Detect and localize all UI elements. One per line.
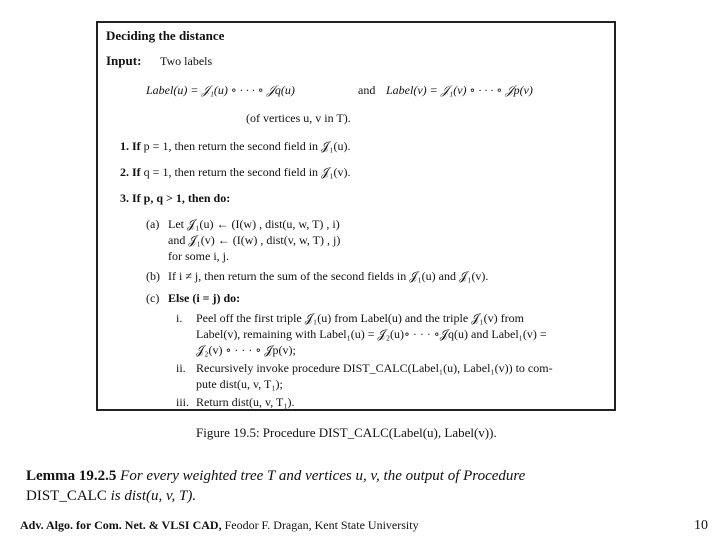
lemma bbox=[26, 466, 676, 506]
algorithm-box bbox=[96, 21, 616, 411]
lemma-procedure: DIST_CALC bbox=[26, 488, 107, 504]
step-3: 3. If p, q > 1, then do: bbox=[120, 191, 231, 205]
formula-and: and bbox=[358, 83, 376, 97]
footer-author: Feodor F. Dragan, Kent State University bbox=[221, 518, 419, 532]
sub-b-text: If i ≠ j, then return the sum of the second fields in 𝒥₁(u) and 𝒥₁(v). bbox=[168, 269, 489, 283]
sub-c-text: Else (i = j) do: bbox=[168, 291, 241, 305]
sub-c-i-num: i. bbox=[176, 311, 183, 325]
sub-c-i-line1: Peel off the first triple 𝒥₁(u) from Label(u) and the triple 𝒥₁(v) from bbox=[196, 311, 524, 325]
algorithm-title: Deciding the distance bbox=[106, 28, 225, 43]
sub-c-iii-num: iii. bbox=[176, 395, 190, 409]
sub-b-label: (b) bbox=[146, 269, 160, 283]
sub-c-i-line3: 𝒥₂(v) ∘ · · · ∘ 𝒥p(v); bbox=[196, 343, 296, 357]
footer-credit bbox=[20, 518, 419, 533]
sub-c-i-line2: Label(v), remaining with Label₁(u) = 𝒥₂(u)∘ · · · ∘𝒥q(u) and Label₁(v) = bbox=[196, 327, 547, 341]
formula-note: (of vertices u, v in T). bbox=[246, 111, 351, 125]
sub-c-ii-line1: Recursively invoke procedure DIST_CALC(Label₁(u), Label₁(v)) to com- bbox=[196, 361, 553, 375]
lemma-title: Lemma 19.2.5 bbox=[26, 468, 117, 484]
step-2: 2. If q = 1, then return the second field in 𝒥₁(v). bbox=[120, 165, 351, 179]
input-label: Input: bbox=[106, 53, 142, 68]
sub-c-iii-line1: Return dist(u, v, T₁). bbox=[196, 395, 295, 409]
step-1: 1. If p = 1, then return the second field in 𝒥₁(u). bbox=[120, 139, 351, 153]
page-number: 10 bbox=[694, 518, 708, 533]
sub-c-ii-num: ii. bbox=[176, 361, 186, 375]
footer-course: Adv. Algo. for Com. Net. & VLSI CAD, bbox=[20, 518, 222, 532]
sub-c-label: (c) bbox=[146, 291, 160, 305]
formula-right: Label(v) = 𝒥₁(v) ∘ · · · ∘ 𝒥p(v) bbox=[386, 83, 533, 97]
formula-left: Label(u) = 𝒥₁(u) ∘ · · · ∘ 𝒥q(u) bbox=[146, 83, 295, 97]
input-text: Two labels bbox=[160, 54, 213, 68]
lemma-line2: is dist(u, v, T). bbox=[110, 488, 197, 504]
figure-caption: Figure 19.5: Procedure DIST_CALC(Label(u), Label(v)). bbox=[196, 425, 497, 440]
sub-a-label: (a) bbox=[146, 217, 160, 231]
sub-a-line2: and 𝒥₁(v) ← (I(w) , dist(v, w, T) , j) bbox=[168, 233, 341, 247]
sub-a-line3: for some i, j. bbox=[168, 249, 229, 263]
sub-a-line1: Let 𝒥₁(u) ← (I(w) , dist(u, w, T) , i) bbox=[168, 217, 340, 231]
lemma-line1: For every weighted tree T and vertices u, v, the output of Procedure bbox=[120, 468, 526, 484]
sub-c-ii-line2: pute dist(u, v, T₁); bbox=[196, 377, 283, 391]
